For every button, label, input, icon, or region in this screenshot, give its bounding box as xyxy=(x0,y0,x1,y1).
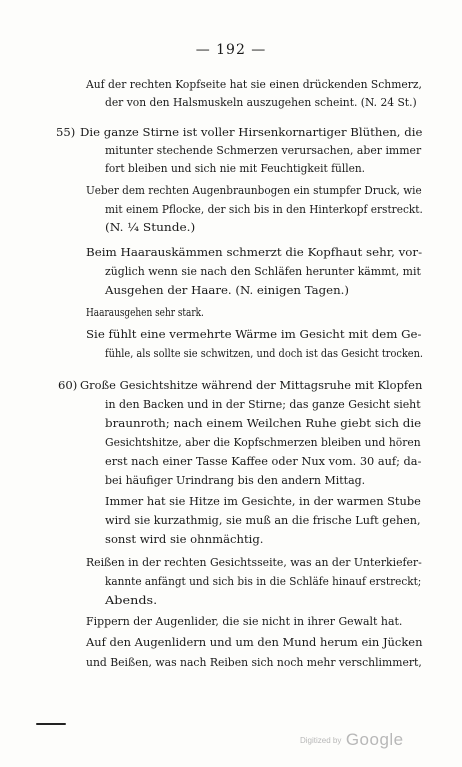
text-line: mit einem Pflocke, der sich bis in den Hinterkopf erstreckt. xyxy=(105,202,423,216)
text-line: in den Backen und in der Stirne; das ganze Gesicht sieht xyxy=(105,397,421,411)
text-line: Auf den Augenlidern und um den Mund herum ein Jücken xyxy=(86,635,423,649)
text-line: Abends. xyxy=(105,593,158,607)
page-number-header: — 192 — xyxy=(195,42,267,58)
text-line: Sie fühlt eine vermehrte Wärme im Gesicht mit dem Ge- xyxy=(86,327,422,341)
text-line: fort bleiben und sich nie mit Feuchtigkeit füllen. xyxy=(105,161,366,175)
text-line: sonst wird sie ohnmächtig. xyxy=(105,532,264,546)
watermark-brand: Google xyxy=(345,730,404,749)
text-line: braunroth; nach einem Weilchen Ruhe giebt sich die xyxy=(105,416,422,430)
text-line: erst nach einer Tasse Kaffee oder Nux vom. 30 auf; da- xyxy=(105,454,422,468)
text-line: und Beißen, was nach Reiben sich noch mehr verschlimmert, xyxy=(86,655,422,669)
text-line: Fippern der Augenlider, die sie nicht in ihrer Gewalt hat. xyxy=(86,614,403,628)
digitized-watermark xyxy=(300,730,404,750)
text-line: Immer hat sie Hitze im Gesichte, in der warmen Stube xyxy=(105,494,421,508)
text-line: der von den Halsmuskeln auszugehen scheint. (N. 24 St.) xyxy=(105,95,417,109)
entry-number: 60) xyxy=(58,378,78,392)
text-line: mitunter stechende Schmerzen verursachen, aber immer xyxy=(105,143,422,157)
text-line: Gesichtshitze, aber die Kopfschmerzen bleiben und hören xyxy=(105,435,421,449)
text-line: Ueber dem rechten Augenbraunbogen ein stumpfer Druck, wie xyxy=(86,183,422,197)
watermark-prefix: Digitized by xyxy=(300,736,342,745)
text-line: Haarausgehen sehr stark. xyxy=(86,305,204,319)
text-line: Die ganze Stirne ist voller Hirsenkornartiger Blüthen, die xyxy=(80,125,423,139)
text-line: kannte anfängt und sich bis in die Schläfe hinauf erstreckt; xyxy=(105,574,422,588)
text-line: Auf der rechten Kopfseite hat sie einen drückenden Schmerz, xyxy=(86,77,422,91)
text-line: fühle, als sollte sie schwitzen, und doch ist das Gesicht trocken. xyxy=(105,346,424,360)
text-line: Große Gesichtshitze während der Mittagsruhe mit Klopfen xyxy=(80,378,423,392)
text-line: züglich wenn sie nach den Schläfen herunter kämmt, mit xyxy=(105,264,421,278)
text-line: Ausgehen der Haare. (N. einigen Tagen.) xyxy=(105,283,349,297)
text-line: Reißen in der rechten Gesichtsseite, was an der Unterkiefer- xyxy=(86,555,422,569)
text-line: wird sie kurzathmig, sie muß an die frische Luft gehen, xyxy=(105,513,421,527)
entry-number: 55) xyxy=(56,125,76,139)
text-line: (N. ¼ Stunde.) xyxy=(105,220,196,234)
text-line: bei häufiger Urindrang bis den andern Mittag. xyxy=(105,473,366,487)
text-line: Beim Haarauskämmen schmerzt die Kopfhaut sehr, vor- xyxy=(86,245,423,259)
ink-mark xyxy=(36,723,66,725)
